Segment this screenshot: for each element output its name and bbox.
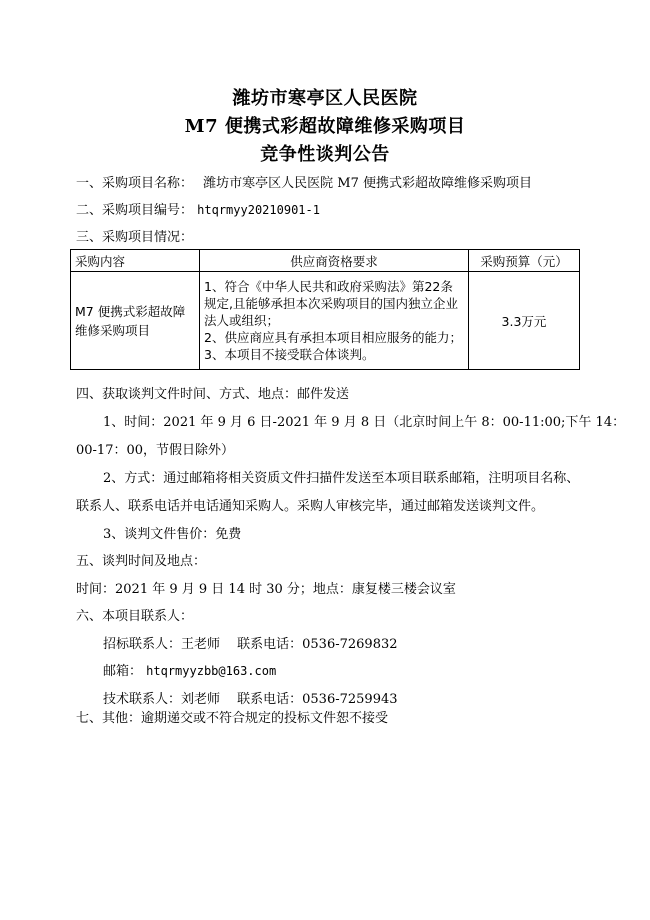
requirement-3: 3、本项目不接受联合体谈判。 [204,347,375,362]
table-cell-content: M7 便携式彩超故障维修采购项目 [71,272,200,370]
title-hospital: 潍坊市寒亭区人民医院 [232,88,418,109]
section-1 [76,172,532,191]
requirement-1: 1、符合《中华人民共和政府采购法》第22条规定,且能够承担本次采购项目的国内独立企业法人或组织； [204,279,458,328]
section-4-title: 四、获取谈判文件时间、方式、地点：邮件发送 [76,387,350,402]
section-4-item-2a: 2、方式：通过邮箱将相关资质文件扫描件发送至本项目联系邮箱，注明项目名称、 [103,471,580,486]
section-2 [76,199,320,218]
contact-email-row [103,660,276,679]
table-header-row [71,250,580,272]
email-label: 邮箱： [103,664,143,679]
section-1-label: 一、采购项目名称： [76,176,194,191]
section-7: 七、其他：逾期递交或不符合规定的投标文件恕不接受 [76,711,389,726]
table-header-budget: 采购预算（元） [469,250,580,272]
section-4-item-1b: 00-17：00，节假日除外） [76,443,235,458]
project-name: 潍坊市寒亭区人民医院 M7 便携式彩超故障维修采购项目 [203,176,533,191]
table-cell-requirements [200,272,469,370]
section-3-label: 三、采购项目情况： [76,230,194,245]
section-4-item-1a: 1、时间：2021 年 9 月 6 日-2021 年 9 月 8 日（北京时间上午 8：00-11:00;下午 14： [103,415,626,430]
email-address: htqrmyyzbb@163.com [146,664,277,678]
table-header-content: 采购内容 [71,250,200,272]
title-announcement: 竞争性谈判公告 [260,144,390,165]
contact-technical: 技术联系人：刘老师 联系电话：0536-7259943 [103,692,398,707]
table-cell-budget: 3.3万元 [469,272,580,370]
title-project: M7 便携式彩超故障维修采购项目 [184,116,466,137]
table-header-requirements: 供应商资格要求 [200,250,469,272]
section-5-title: 五、谈判时间及地点： [76,554,207,569]
section-6-title: 六、本项目联系人： [76,609,194,624]
section-2-label: 二、采购项目编号： [76,203,194,218]
requirement-2: 2、供应商应具有承担本项目相应服务的能力； [204,330,462,345]
procurement-table [70,249,580,370]
contact-tender: 招标联系人：王老师 联系电话：0536-7269832 [103,637,398,652]
section-5-value: 时间：2021 年 9 月 9 日 14 时 30 分；地点：康复楼三楼会议室 [76,582,456,597]
table-row [71,272,580,370]
project-number: htqrmyy20210901-1 [197,203,320,217]
section-4-item-3: 3、谈判文件售价：免费 [103,527,242,542]
section-4-item-2b: 联系人、联系电话并电话通知采购人。采购人审核完毕，通过邮箱发送谈判文件。 [76,499,545,514]
